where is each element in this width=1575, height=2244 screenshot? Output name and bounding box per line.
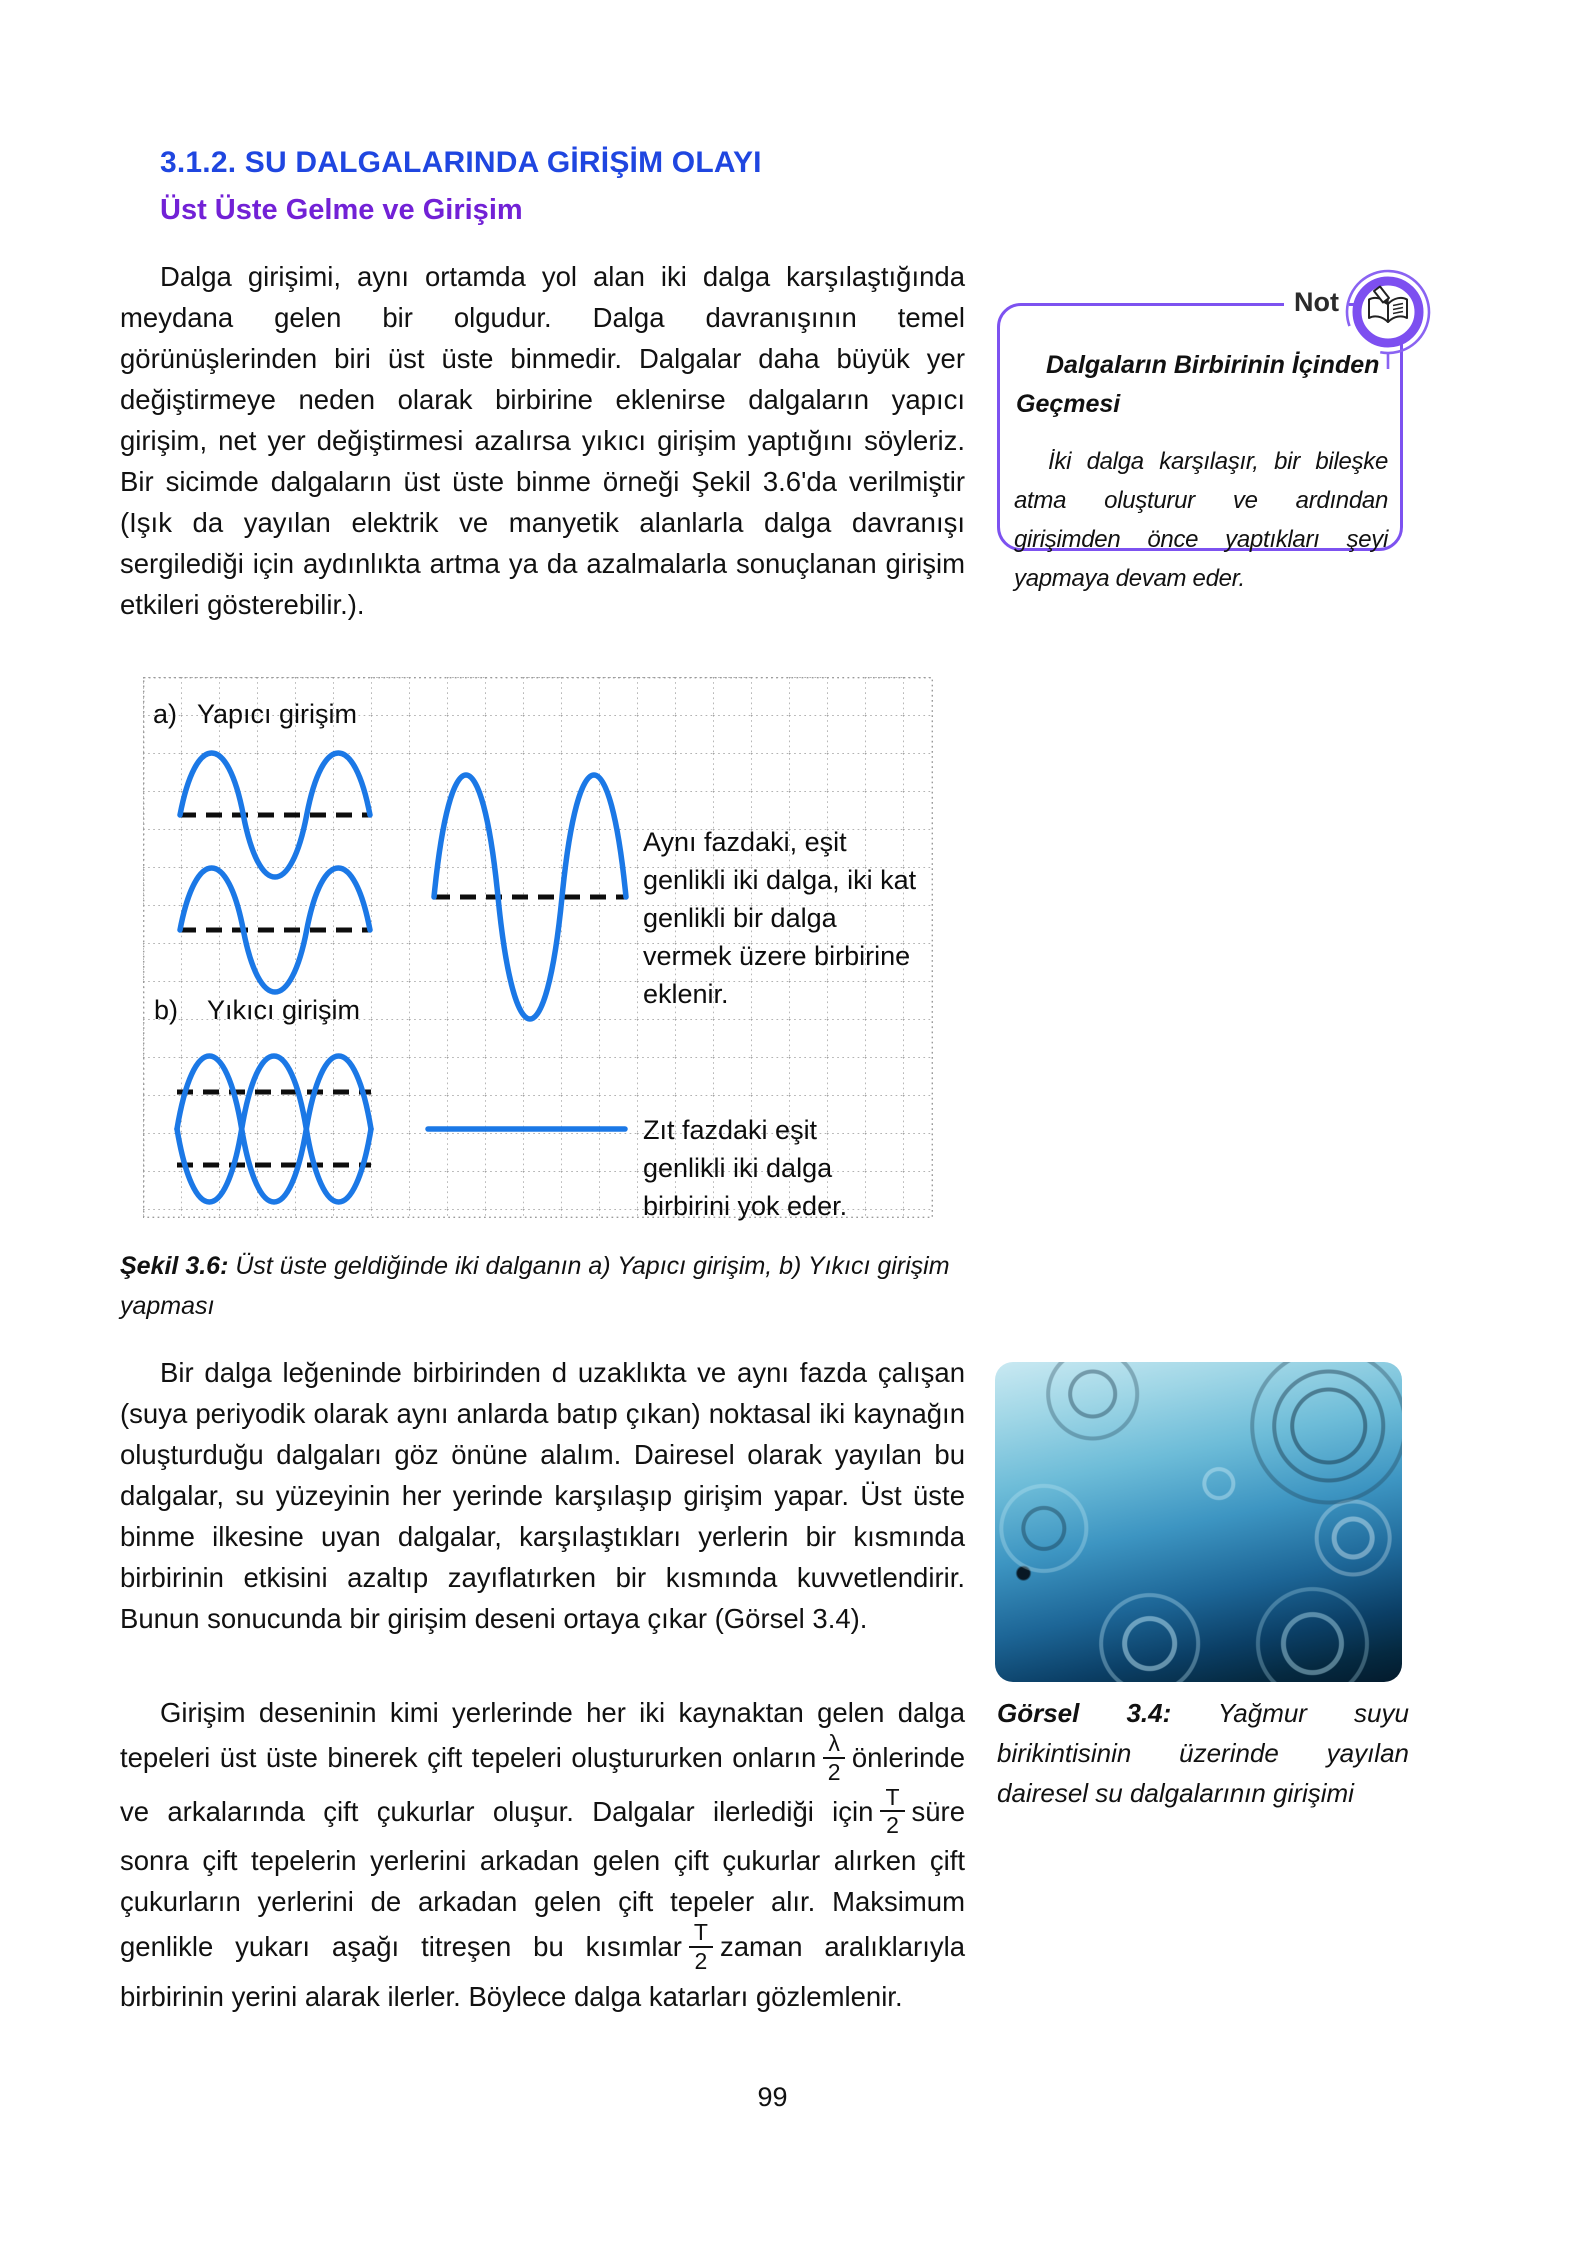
t-over-two-fraction bbox=[880, 1785, 904, 1839]
fraction-denominator: 2 bbox=[694, 1948, 708, 1975]
photo-caption bbox=[997, 1693, 1409, 1813]
rain-ripples-photo bbox=[995, 1362, 1402, 1682]
fraction-denominator: 2 bbox=[827, 1758, 841, 1785]
paragraph-ripple-tank: Bir dalga leğeninde birbirinden d uzaklıkta ve aynı fazda çalışan (suya periyodik olarak aynı anlarda batıp çıkan) noktasal iki kaynağın oluşturduğu dalgaları göz önüne alalım. Dairesel olarak yayılan bu dalgalar, su yüzeyinin her yerinde karşılaşıp girişim yapar. Üst üste binme ilkesine uyan dalgalar, karşılaştıkları yerlerin bir kısmında birbirinin etkisini azaltıp zayıflatırken bir kısmında kuvvetlendirir. Bunun sonucunda bir girişim deseni ortaya çıkar (Görsel 3.4). bbox=[120, 1357, 965, 1634]
photo-caption-label: Görsel 3.4: bbox=[997, 1698, 1172, 1728]
figure-title-b: Yıkıcı girişim bbox=[207, 995, 361, 1025]
lambda-over-two-fraction bbox=[823, 1731, 845, 1785]
figure-caption bbox=[120, 1246, 968, 1326]
p3-segment-2: önlerinde ve arkalarında çift çukurlar oluşur. Dalgalar ilerlediği için bbox=[120, 1742, 965, 1827]
subsection-title: Üst Üste Gelme ve Girişim bbox=[160, 194, 523, 226]
fraction-numerator: T bbox=[689, 1920, 713, 1948]
section-title: 3.1.2. SU DALGALARINDA GİRİŞİM OLAYI bbox=[160, 146, 762, 179]
fraction-numerator: T bbox=[880, 1785, 904, 1813]
t-over-two-fraction bbox=[689, 1920, 713, 1974]
p3-segment-4: zaman aralıklarıyla birbirinin yerini alarak ilerler. Böylece dalga katarları gözlemlenir. bbox=[120, 1931, 965, 2012]
figure-caption-text: Üst üste geldiğinde iki dalganın a) Yapıcı girişim, b) Yıkıcı girişim yapması bbox=[120, 1252, 950, 1320]
figure-note-a: Aynı fazdaki, eşit genlikli iki dalga, iki kat genlikli bir dalga vermek üzere birbirine eklenir. bbox=[643, 827, 917, 1009]
interference-figure bbox=[143, 677, 933, 1221]
figure-caption-label: Şekil 3.6: bbox=[120, 1252, 229, 1280]
p3-segment-3: süre sonra çift tepelerin yerlerini arkadan gelen çift çukurlar alırken çift çukurların yerlerini de arkadan gelen çift tepeler alır. Maksimum genlikle yukarı aşağı titreşen bu kısımlar bbox=[120, 1795, 965, 1963]
figure-label-a: a) bbox=[153, 699, 178, 729]
fraction-denominator: 2 bbox=[886, 1812, 899, 1839]
note-label: Not bbox=[1284, 287, 1349, 318]
page-number: 99 bbox=[757, 2082, 788, 2112]
figure-note-b: Zıt fazdaki eşit genlikli iki dalga birbirini yok eder. bbox=[643, 1115, 848, 1221]
note-title: Dalgaların Birbirinin İçinden Geçmesi bbox=[1016, 351, 1380, 418]
note-body: İki dalga karşılaşır, bir bileşke atma oluşturur ve ardından girişimden önce yaptıkları şeyi yapmaya devam eder. bbox=[1014, 448, 1388, 592]
photo-caption-text: Yağmur suyu birikintisinin üzerinde yayılan dairesel su dalgalarının girişimi bbox=[997, 1698, 1409, 1808]
fraction-numerator: λ bbox=[823, 1731, 845, 1759]
p3-segment-1: Girişim deseninin kimi yerlerinde her iki kaynaktan gelen dalga tepeleri üst üste binerek çift tepeleri oluştururken onların bbox=[120, 1697, 965, 1774]
figure-label-b: b) bbox=[154, 995, 179, 1025]
figure-title-a: Yapıcı girişim bbox=[197, 699, 358, 729]
paragraph-intro: Dalga girişimi, aynı ortamda yol alan iki dalga karşılaştığında meydana gelen bir olgudur. Dalga davranışının temel görünüşlerinden biri üst üste binmedir. Dalgalar daha büyük yer değiştirmeye neden olarak birbirine eklenirse dalgaların yapıcı girişim, net yer değiştirmesi azalırsa yıkıcı girişim yaptığını söyleriz. Bir sicimde dalgaların üst üste binme örneği Şekil 3.6'da verilmiştir (Işık da yayılan elektrik ve manyetik alanlarla dalga davranışı sergilediği için aydınlıkta artma ya da azalmalarla sonuçlanan girişim etkileri gösterebilir.). bbox=[120, 261, 965, 620]
note-box bbox=[997, 287, 1403, 592]
paragraph-pattern bbox=[120, 1692, 965, 2017]
